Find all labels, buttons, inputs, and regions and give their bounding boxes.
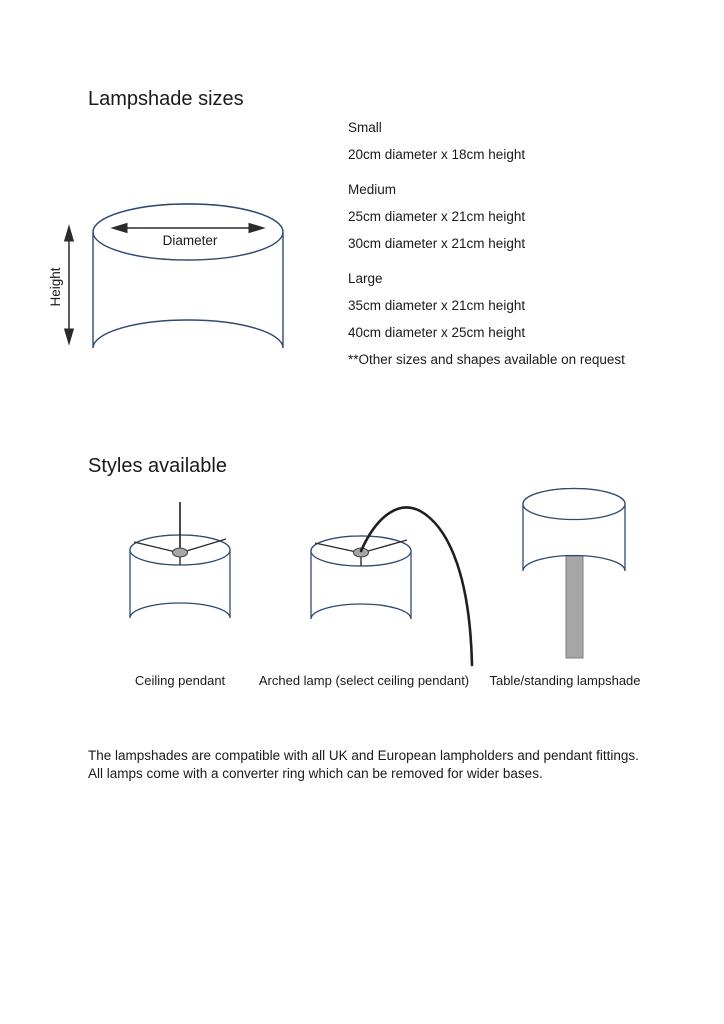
- sizes-section-title: Lampshade sizes: [88, 88, 244, 110]
- size-item: 20cm diameter x 18cm height: [348, 147, 526, 162]
- size-group-small-heading: Small: [348, 120, 382, 135]
- arched-lamp-caption: Arched lamp (select ceiling pendant): [258, 673, 470, 688]
- size-group-medium-heading: Medium: [348, 182, 397, 197]
- diameter-label: Diameter: [162, 233, 218, 248]
- height-label: Height: [48, 267, 63, 307]
- other-sizes-note: **Other sizes and shapes available on request: [348, 352, 625, 367]
- compatibility-paragraph: [88, 747, 688, 783]
- arched-lamp-figure: [311, 508, 472, 665]
- height-arrow: [65, 226, 74, 344]
- size-item: 25cm diameter x 21cm height: [348, 209, 526, 224]
- table-shade-top-rim: [523, 489, 625, 520]
- lampshade-size-diagram: [48, 204, 283, 348]
- size-item: 35cm diameter x 21cm height: [348, 298, 526, 313]
- table-lampshade-caption: Table/standing lampshade: [489, 673, 641, 688]
- styles-section-title: Styles available: [88, 455, 227, 477]
- size-item: 30cm diameter x 21cm height: [348, 236, 526, 251]
- table-lampshade-figure: [523, 489, 625, 659]
- compatibility-line-1: The lampshades are compatible with all UK and European lampholders and pendant fittings.: [88, 748, 639, 763]
- sizes-list: [348, 119, 625, 378]
- pendant-hub: [173, 548, 188, 557]
- size-item: 40cm diameter x 25cm height: [348, 325, 526, 340]
- size-group-large-heading: Large: [348, 271, 383, 286]
- ceiling-pendant-figure: [130, 502, 230, 618]
- size-cylinder-top-rim: [93, 204, 283, 260]
- lamp-post: [566, 556, 583, 658]
- compatibility-line-2: All lamps come with a converter ring which can be removed for wider bases.: [88, 766, 543, 781]
- ceiling-pendant-caption: Ceiling pendant: [134, 673, 226, 688]
